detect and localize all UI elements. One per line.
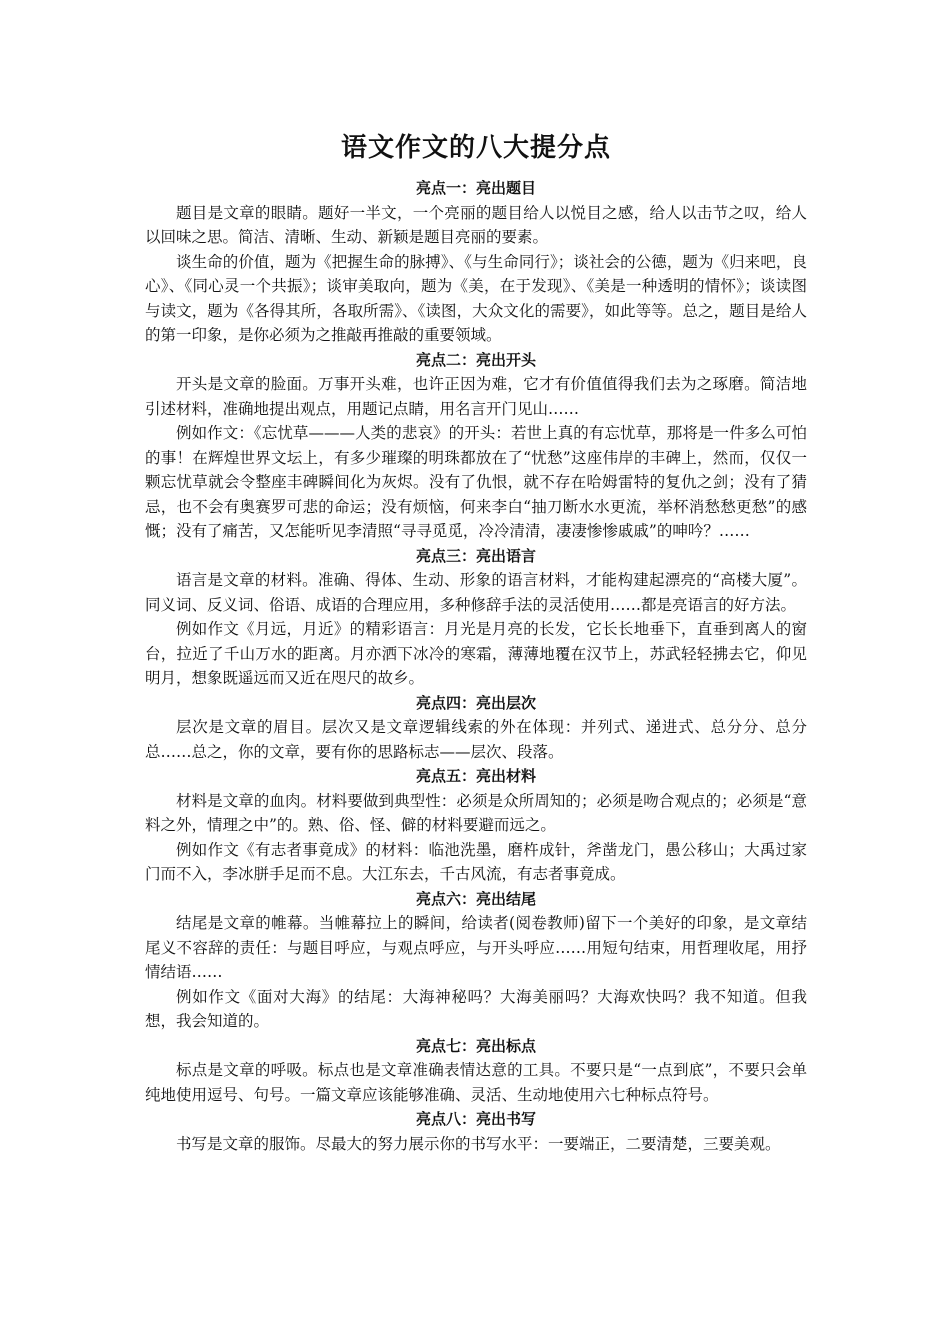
section-7	[145, 1034, 807, 1108]
paragraph: 语言是文章的材料。准确、得体、生动、形象的语言材料，才能构建起漂亮的“高楼大厦”。同义词、反义词、俗语、成语的合理应用，多种修辞手法的灵活使用……都是亮语言的好方法。	[145, 571, 807, 614]
section-heading: 亮点八：亮出书写	[415, 1110, 536, 1128]
section-heading: 亮点一：亮出题目	[415, 179, 536, 197]
section-5	[145, 764, 807, 887]
section-heading: 亮点二：亮出开头	[415, 350, 536, 369]
section-1	[145, 176, 807, 348]
paragraph: 结尾是文章的帷幕。当帷幕拉上的瞬间，给读者(阅卷教师)留下一个美好的印象，是文章结尾义不容辞的责任：与题目呼应，与观点呼应，与开头呼应……用短句结束，用哲理收尾，用抒情结语……	[145, 914, 807, 981]
section-2	[145, 348, 807, 544]
section-4	[145, 691, 807, 765]
paragraph: 材料是文章的血肉。材料要做到典型性：必须是众所周知的；必须是吻合观点的；必须是“意料之外，情理之中”的。熟、俗、怪、僻的材料要避而远之。	[145, 791, 807, 834]
section-3	[145, 544, 807, 691]
section-heading: 亮点四：亮出层次	[415, 693, 536, 712]
paragraph: 标点是文章的呼吸。标点也是文章准确表情达意的工具。不要只是“一点到底”，不要只会单纯地使用逗号、句号。一篇文章应该能够准确、灵活、生动地使用六七种标点符号。	[145, 1061, 807, 1104]
paragraph: 谈生命的价值，题为《把握生命的脉搏》、《与生命同行》；谈社会的公德，题为《归来吧，良心》、《同心灵一个共振》；谈审美取向，题为《美，在于发现》、《美是一种透明的情怀》；谈读图与读文，题为《各得其所，各取所需》、《读图，大众文化的需要》，如此等等。总之，题目是给人的第一印象，是你必须为之推敲再推敲的重要领域。	[145, 252, 807, 344]
document-page	[145, 128, 807, 1156]
section-heading: 亮点七：亮出标点	[415, 1036, 536, 1055]
section-heading: 亮点三：亮出语言	[415, 546, 536, 565]
paragraph: 例如作文：《忘忧草———人类的悲哀》的开头：若世上真的有忘忧草，那将是一件多么可怕的事！在辉煌世界文坛上，有多少璀璨的明珠都放在了“忧愁”这座伟岸的丰碑上，然而，仅仅一颗忘忧草就会令整座丰碑瞬间化为灰烬。没有了仇恨，就不存在哈姆雷特的复仇之剑；没有了猜忌，也不会有奥赛罗可悲的命运；没有烦恼，何来李白“抽刀断水水更流，举杯消愁愁更愁”的感慨；没有了痛苦，又怎能听见李清照“寻寻觅觅，冷冷清清，凄凄惨惨戚戚”的呻吟？……	[145, 424, 807, 540]
paragraph: 层次是文章的眉目。层次又是文章逻辑线索的外在体现：并列式、递进式、总分分、总分总……总之，你的文章，要有你的思路标志——层次、段落。	[145, 718, 807, 761]
paragraph: 例如作文《面对大海》的结尾：大海神秘吗？大海美丽吗？大海欢快吗？我不知道。但我想，我会知道的。	[145, 987, 807, 1030]
section-8	[145, 1107, 807, 1156]
document-title: 语文作文的八大提分点	[340, 133, 611, 163]
paragraph: 题目是文章的眼睛。题好一半文，一个亮丽的题目给人以悦目之感，给人以击节之叹，给人以回味之思。简洁、清晰、生动、新颖是题目亮丽的要素。	[145, 203, 807, 246]
paragraph: 开头是文章的脸面。万事开头难，也许正因为难，它才有价值值得我们去为之琢磨。简洁地引述材料，准确地提出观点，用题记点睛，用名言开门见山……	[145, 375, 807, 418]
paragraph: 例如作文《有志者事竟成》的材料：临池洗墨，磨杵成针，斧凿龙门，愚公移山；大禹过家门而不入，李冰胼手足而不息。大江东去，千古风流，有志者事竟成。	[145, 840, 807, 883]
paragraph: 书写是文章的服饰。尽最大的努力展示你的书写水平：一要端正，二要清楚，三要美观。	[176, 1134, 781, 1153]
section-heading: 亮点六：亮出结尾	[415, 889, 536, 908]
section-6	[145, 887, 807, 1034]
paragraph: 例如作文《月远，月近》的精彩语言：月光是月亮的长发，它长长地垂下，直垂到离人的窗台，拉近了千山万水的距离。月亦洒下冰冷的寒霜，薄薄地覆在汉节上，苏武轻轻拂去它，仰见明月，想象既遥远而又近在咫尺的故乡。	[145, 620, 807, 687]
section-heading: 亮点五：亮出材料	[415, 767, 536, 785]
